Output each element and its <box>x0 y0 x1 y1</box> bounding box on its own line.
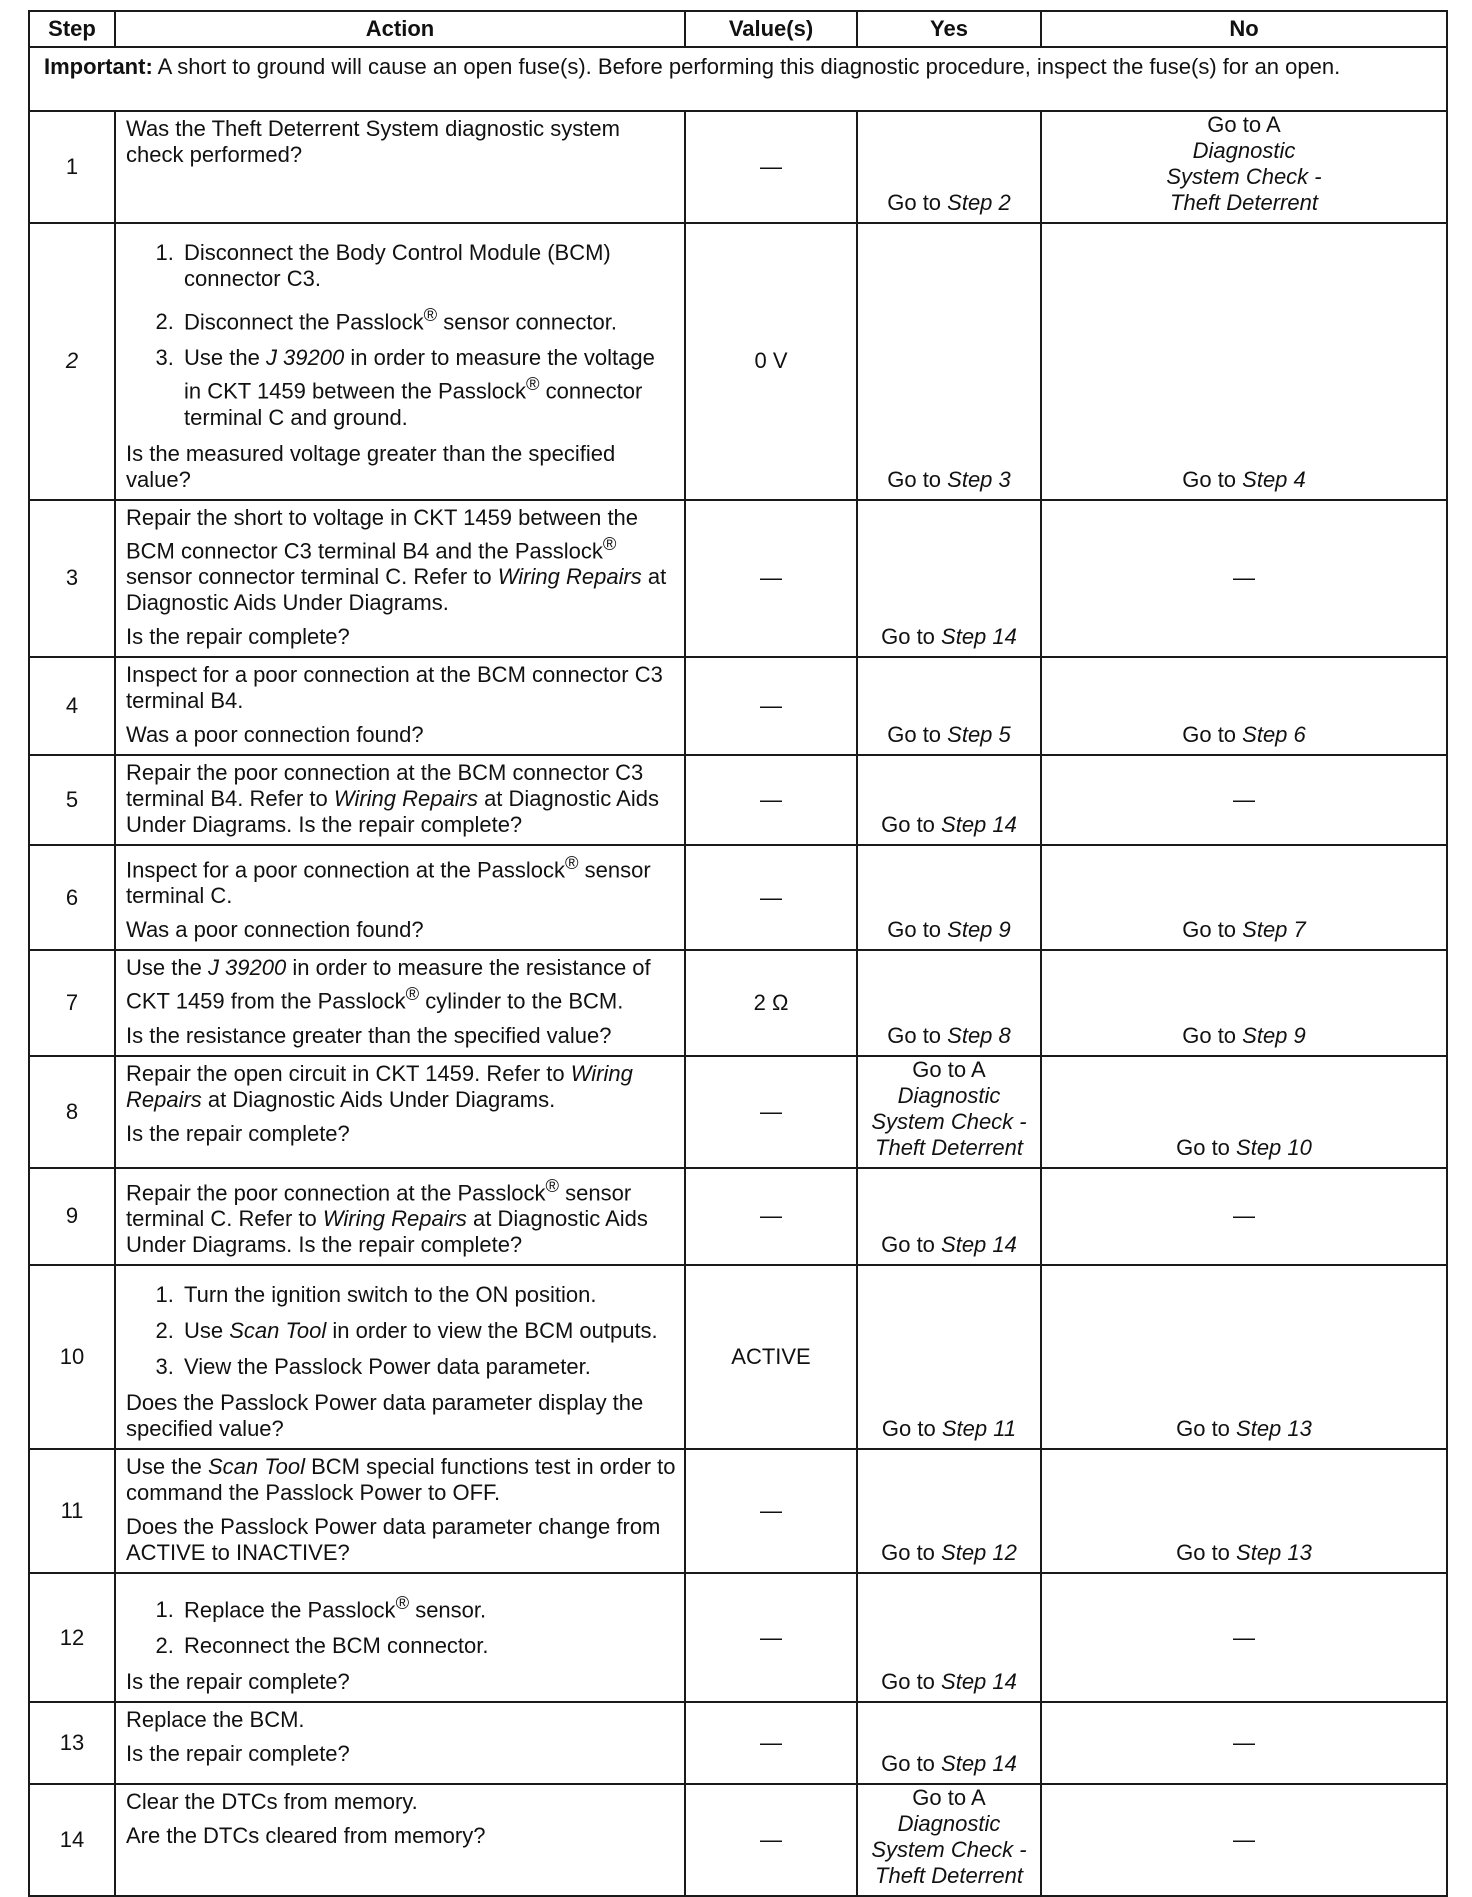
step-action: Repair the short to voltage in CKT 1459 between the BCM connector C3 terminal B4 and the Passlock® sensor connector terminal C. Refer to Wiring Repairs at Diagnostic Aids Under Diagrams. Is the repair complete? <box>115 500 685 657</box>
step-number: 8 <box>29 1056 115 1168</box>
step-action: Was the Theft Deterrent System diagnostic system check performed? <box>115 111 685 223</box>
step-action <box>115 223 685 500</box>
step-yes: Go to A Diagnostic System Check - Theft Deterrent <box>857 1784 1041 1896</box>
header-action: Action <box>115 11 685 47</box>
step-action: Repair the poor connection at the Passlock® sensor terminal C. Refer to Wiring Repairs at Diagnostic Aids Under Diagrams. Is the repair complete? <box>115 1168 685 1265</box>
step-number: 11 <box>29 1449 115 1573</box>
important-text: A short to ground will cause an open fuse(s). Before performing this diagnostic procedure, inspect the fuse(s) for an open. <box>152 54 1341 79</box>
table-row <box>29 1573 1447 1702</box>
table-row <box>29 755 1447 845</box>
table-row <box>29 1168 1447 1265</box>
step-value: — <box>685 755 857 845</box>
step-no: — <box>1041 1573 1447 1702</box>
step-question: Is the repair complete? <box>126 1741 350 1767</box>
step-yes: Go to Step 8 <box>857 950 1041 1055</box>
step-yes: Go to Step 5 <box>857 657 1041 755</box>
diagnostic-table-sheet <box>28 10 1446 1897</box>
table-row <box>29 1702 1447 1784</box>
step-no: — <box>1041 1702 1447 1784</box>
step-value: — <box>685 111 857 223</box>
step-number: 6 <box>29 845 115 950</box>
list-item: 3. View the Passlock Power data parameter. <box>180 1354 676 1380</box>
header-values: Value(s) <box>685 11 857 47</box>
step-number: 9 <box>29 1168 115 1265</box>
list-item: 2. Disconnect the Passlock® sensor connector. <box>180 302 676 335</box>
step-number: 4 <box>29 657 115 755</box>
step-question: Is the repair complete? <box>126 623 350 649</box>
table-row <box>29 845 1447 950</box>
step-action: Inspect for a poor connection at the Passlock® sensor terminal C. Was a poor connection found? <box>115 845 685 950</box>
step-value: — <box>685 1702 857 1784</box>
important-label: Important: <box>44 54 153 79</box>
step-yes: Go to Step 9 <box>857 845 1041 950</box>
step-value: — <box>685 1168 857 1265</box>
list-item: 3. Use the J 39200 in order to measure the voltage in CKT 1459 between the Passlock® connector terminal C and ground. <box>180 345 676 430</box>
step-yes: Go to A Diagnostic System Check - Theft Deterrent <box>857 1056 1041 1168</box>
step-question: Was a poor connection found? <box>126 917 424 943</box>
step-action: Use the J 39200 in order to measure the resistance of CKT 1459 from the Passlock® cylinder to the BCM. Is the resistance greater than the specified value? <box>115 950 685 1055</box>
table-row <box>29 1265 1447 1449</box>
table-row <box>29 1056 1447 1168</box>
step-value: — <box>685 1056 857 1168</box>
step-number: 12 <box>29 1573 115 1702</box>
table-row <box>29 657 1447 755</box>
step-question: Is the resistance greater than the specified value? <box>126 1022 612 1048</box>
step-action <box>115 1265 685 1449</box>
step-number: 14 <box>29 1784 115 1896</box>
step-yes: Go to Step 14 <box>857 1702 1041 1784</box>
important-row <box>29 47 1447 111</box>
step-action: Inspect for a poor connection at the BCM connector C3 terminal B4. Was a poor connection found? <box>115 657 685 755</box>
step-no: Go to Step 7 <box>1041 845 1447 950</box>
step-number: 3 <box>29 500 115 657</box>
list-item: 2. Use Scan Tool in order to view the BCM outputs. <box>180 1318 676 1344</box>
step-yes: Go to Step 14 <box>857 1573 1041 1702</box>
step-value: — <box>685 657 857 755</box>
list-item: 2. Reconnect the BCM connector. <box>180 1633 676 1659</box>
step-no: Go to Step 13 <box>1041 1265 1447 1449</box>
step-yes: Go to Step 2 <box>857 111 1041 223</box>
step-no: — <box>1041 500 1447 657</box>
step-question: Is the repair complete? <box>126 1120 350 1146</box>
step-value: 2 Ω <box>685 950 857 1055</box>
step-question: Does the Passlock Power data parameter change from ACTIVE to INACTIVE? <box>126 1513 661 1565</box>
step-number: 2 <box>29 223 115 500</box>
step-number: 5 <box>29 755 115 845</box>
step-question: Was a poor connection found? <box>126 721 424 747</box>
list-item: 1. Disconnect the Body Control Module (BCM) connector C3. <box>180 240 676 292</box>
step-value: — <box>685 1573 857 1702</box>
list-item: 1. Replace the Passlock® sensor. <box>180 1590 676 1623</box>
step-value: — <box>685 845 857 950</box>
step-no: Go to A Diagnostic System Check - Theft Deterrent <box>1041 111 1447 223</box>
step-number: 13 <box>29 1702 115 1784</box>
step-no: Go to Step 4 <box>1041 223 1447 500</box>
step-action: Use the Scan Tool BCM special functions test in order to command the Passlock Power to OFF. Does the Passlock Power data parameter change from ACTIVE to INACTIVE? <box>115 1449 685 1573</box>
step-yes: Go to Step 11 <box>857 1265 1041 1449</box>
step-question: Is the measured voltage greater than the specified value? <box>126 440 616 492</box>
step-yes: Go to Step 14 <box>857 755 1041 845</box>
step-value: — <box>685 1784 857 1896</box>
table-row <box>29 500 1447 657</box>
header-yes: Yes <box>857 11 1041 47</box>
step-yes: Go to Step 14 <box>857 500 1041 657</box>
step-value: ACTIVE <box>685 1265 857 1449</box>
step-number: 1 <box>29 111 115 223</box>
step-action: Repair the poor connection at the BCM connector C3 terminal B4. Refer to Wiring Repairs at Diagnostic Aids Under Diagrams. Is the repair complete? <box>115 755 685 845</box>
step-action: Replace the BCM. Is the repair complete? <box>115 1702 685 1784</box>
table-row <box>29 111 1447 223</box>
important-note <box>29 47 1447 111</box>
step-yes: Go to Step 12 <box>857 1449 1041 1573</box>
step-action: Repair the open circuit in CKT 1459. Refer to Wiring Repairs at Diagnostic Aids Under Diagrams. Is the repair complete? <box>115 1056 685 1168</box>
step-no: — <box>1041 755 1447 845</box>
step-yes: Go to Step 3 <box>857 223 1041 500</box>
step-list <box>126 1590 676 1659</box>
step-yes: Go to Step 14 <box>857 1168 1041 1265</box>
list-item: 1. Turn the ignition switch to the ON position. <box>180 1282 676 1308</box>
step-list <box>126 1282 676 1380</box>
header-no: No <box>1041 11 1447 47</box>
step-action: Clear the DTCs from memory. Are the DTCs cleared from memory? <box>115 1784 685 1896</box>
step-value: 0 V <box>685 223 857 500</box>
step-question: Are the DTCs cleared from memory? <box>126 1823 486 1849</box>
step-no: Go to Step 13 <box>1041 1449 1447 1573</box>
diagnostic-table <box>28 10 1448 1897</box>
step-no: Go to Step 6 <box>1041 657 1447 755</box>
table-row <box>29 950 1447 1055</box>
step-value: — <box>685 500 857 657</box>
header-row <box>29 11 1447 47</box>
step-no: — <box>1041 1784 1447 1896</box>
header-step: Step <box>29 11 115 47</box>
table-row <box>29 1784 1447 1896</box>
step-value: — <box>685 1449 857 1573</box>
step-question: Does the Passlock Power data parameter display the specified value? <box>126 1389 644 1441</box>
step-list <box>126 240 676 431</box>
step-no: Go to Step 10 <box>1041 1056 1447 1168</box>
step-no: — <box>1041 1168 1447 1265</box>
step-question: Is the repair complete? <box>126 1669 350 1695</box>
table-row <box>29 223 1447 500</box>
step-no: Go to Step 9 <box>1041 950 1447 1055</box>
step-action <box>115 1573 685 1702</box>
step-number: 7 <box>29 950 115 1055</box>
step-number: 10 <box>29 1265 115 1449</box>
table-row <box>29 1449 1447 1573</box>
